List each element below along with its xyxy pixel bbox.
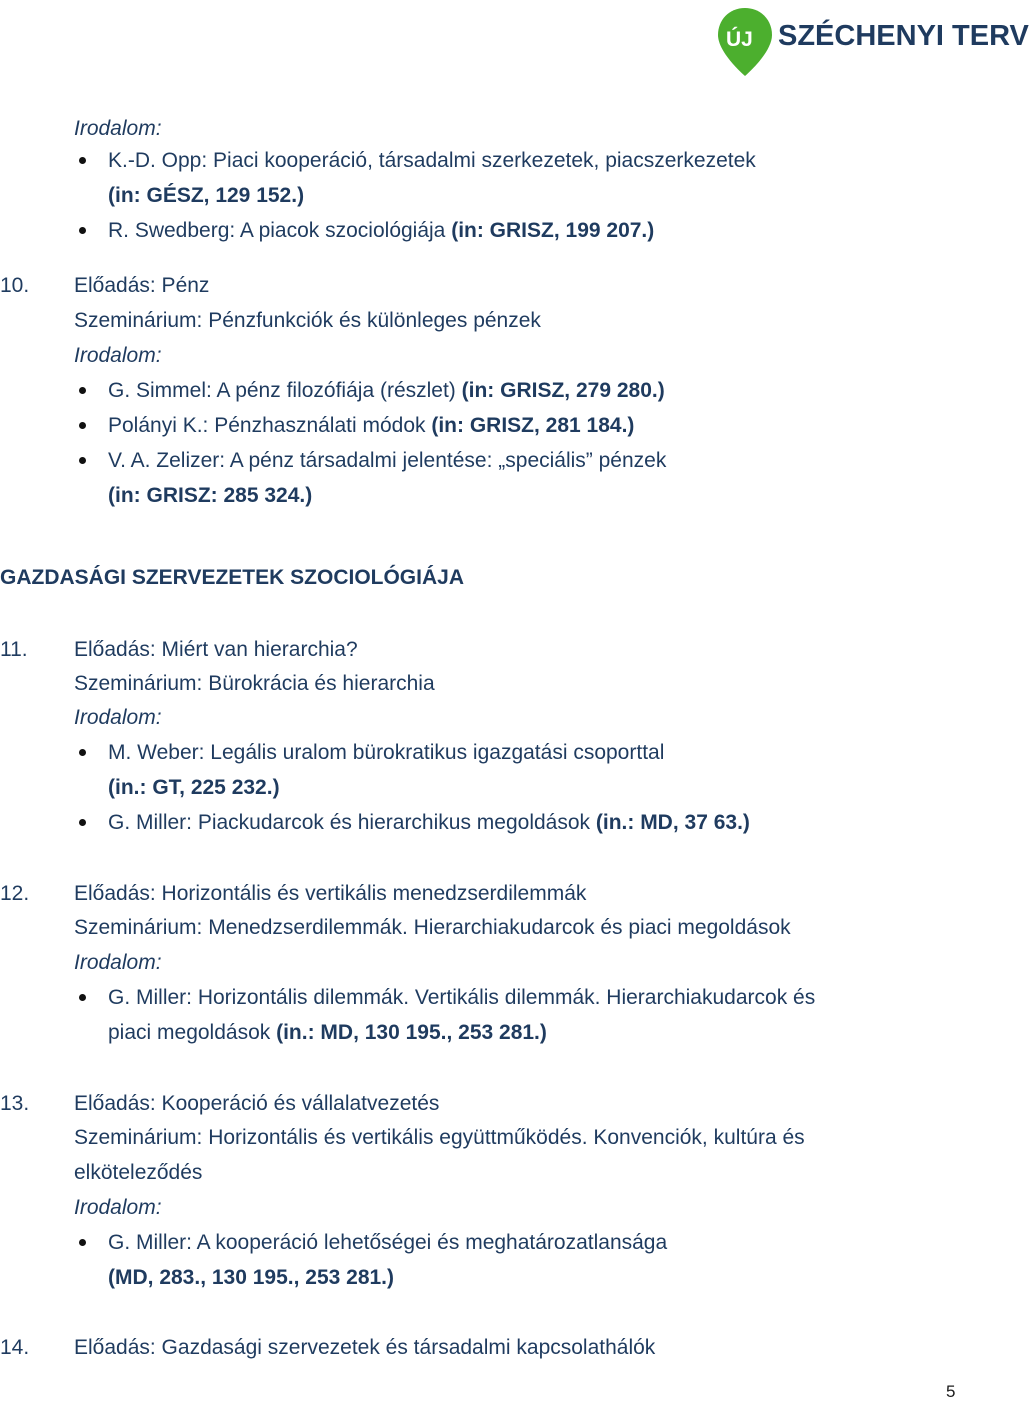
irodalom-label: Irodalom: xyxy=(74,706,162,729)
bullet-icon xyxy=(79,1239,86,1246)
reference-source: (in: GÉSZ, 129 152.) xyxy=(108,184,305,207)
logo-uj-text: ÚJ xyxy=(726,28,753,51)
bullet-icon xyxy=(79,457,86,464)
section-heading: GAZDASÁGI SZERVEZETEK SZOCIOLÓGIÁJA xyxy=(0,566,464,589)
bullet-icon xyxy=(79,387,86,394)
seminar-title-cont: elköteleződés xyxy=(74,1161,203,1184)
reference-item: K.-D. Opp: Piaci kooperáció, társadalmi szerkezetek, piacszerkezetek xyxy=(108,149,756,172)
bullet-icon xyxy=(79,227,86,234)
bullet-icon xyxy=(79,749,86,756)
seminar-title: Szeminárium: Pénzfunkciók és különleges pénzek xyxy=(74,309,541,332)
bullet-icon xyxy=(79,157,86,164)
lecture-number: 12. xyxy=(0,882,30,905)
lecture-number: 11. xyxy=(0,638,28,661)
irodalom-label: Irodalom: xyxy=(74,951,162,974)
lecture-title: Előadás: Horizontális és vertikális menedzserdilemmák xyxy=(74,882,587,905)
reference-item: G. Miller: A kooperáció lehetőségei és meghatározatlansága xyxy=(108,1231,668,1254)
bullet-icon xyxy=(79,994,86,1001)
bullet-icon xyxy=(79,819,86,826)
page-number: 5 xyxy=(946,1382,956,1401)
reference-item: G. Simmel: A pénz filozófiája (részlet) (in: GRISZ, 279 280.) xyxy=(108,379,665,402)
irodalom-label: Irodalom: xyxy=(74,1196,162,1219)
reference-item: V. A. Zelizer: A pénz társadalmi jelentése: „speciális” pénzek xyxy=(108,449,667,472)
szechenyi-terv-logo xyxy=(716,6,1029,78)
lecture-number: 13. xyxy=(0,1092,30,1115)
reference-item: G. Miller: Horizontális dilemmák. Vertikális dilemmák. Hierarchiakudarcok és xyxy=(108,986,816,1009)
reference-item: Polányi K.: Pénzhasználati módok (in: GRISZ, 281 184.) xyxy=(108,414,635,437)
reference-item: G. Miller: Piackudarcok és hierarchikus megoldások (in.: MD, 37 63.) xyxy=(108,811,750,834)
reference-source: (MD, 283., 130 195., 253 281.) xyxy=(108,1266,395,1289)
reference-item-cont: piaci megoldások (in.: MD, 130 195., 253 281.) xyxy=(108,1021,547,1044)
bullet-icon xyxy=(79,422,86,429)
lecture-title: Előadás: Kooperáció és vállalatvezetés xyxy=(74,1092,440,1115)
lecture-number: 10. xyxy=(0,274,30,297)
lecture-title: Előadás: Gazdasági szervezetek és társadalmi kapcsolathálók xyxy=(74,1336,656,1359)
seminar-title: Szeminárium: Menedzserdilemmák. Hierarchiakudarcok és piaci megoldások xyxy=(74,916,791,939)
seminar-title: Szeminárium: Horizontális és vertikális együttműködés. Konvenciók, kultúra és xyxy=(74,1126,805,1149)
seminar-title: Szeminárium: Bürokrácia és hierarchia xyxy=(74,672,435,695)
irodalom-label: Irodalom: xyxy=(74,117,162,140)
reference-item: M. Weber: Legális uralom bürokratikus igazgatási csoporttal xyxy=(108,741,665,764)
reference-source: (in.: GT, 225 232.) xyxy=(108,776,280,799)
logo-title: SZÉCHENYI TERV xyxy=(778,20,1029,52)
irodalom-label: Irodalom: xyxy=(74,344,162,367)
lecture-title: Előadás: Miért van hierarchia? xyxy=(74,638,358,661)
lecture-title: Előadás: Pénz xyxy=(74,274,210,297)
reference-source: (in: GRISZ: 285 324.) xyxy=(108,484,313,507)
lecture-number: 14. xyxy=(0,1336,30,1359)
reference-item: R. Swedberg: A piacok szociológiája (in: GRISZ, 199 207.) xyxy=(108,219,655,242)
